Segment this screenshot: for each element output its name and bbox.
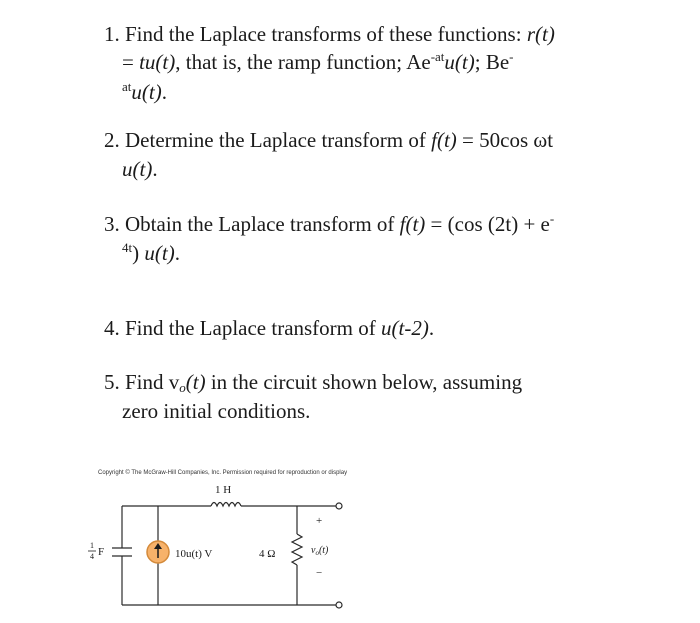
q5-number: 5.	[104, 370, 120, 394]
q1-number: 1.	[104, 22, 120, 46]
q4-number: 4.	[104, 316, 120, 340]
inductor	[211, 503, 241, 507]
q3-number: 3.	[104, 212, 120, 236]
q5-line-1: 5. Find $v_o(t)$ in the circuit shown below, assuming	[104, 370, 523, 395]
q1-line-2: = tu(t), that is, the ramp function; $Ae^{-at}u(t)$; Be-	[122, 49, 514, 74]
capacitor-num: 1	[90, 541, 94, 550]
source-label: 10u(t) V	[175, 548, 213, 560]
q1-text: Find the Laplace transforms of these functions:	[125, 22, 527, 46]
resistor-label: 4 Ω	[259, 548, 276, 560]
resistor	[292, 534, 302, 565]
output-voltage-label: $v_o(t)$	[311, 545, 329, 557]
q4-line-1: 4. Find the Laplace transform of u(t-2).	[104, 316, 435, 340]
terminal-bottom	[336, 602, 342, 608]
q1-line-3: $^{at}$u(t).	[122, 79, 167, 104]
inductor-label: 1 H	[215, 484, 232, 496]
q3-line-1: 3. Obtain the Laplace transform of f(t) = (cos (2t) + e-	[104, 211, 555, 236]
q2-line-2: u(t).	[122, 157, 158, 181]
q1-ramp-function: r(t)	[526, 22, 555, 46]
output-plus: +	[316, 515, 323, 527]
capacitor-unit: F	[98, 546, 105, 558]
capacitor-den: 4	[90, 552, 94, 561]
q3-line-2: $^{4t}$) u(t).	[122, 240, 180, 265]
output-minus: −	[316, 567, 323, 579]
copyright-notice: Copyright © The McGraw-Hill Companies, Inc. Permission required for reproduction or display	[98, 470, 348, 476]
q2-line-1: 2. Determine the Laplace transform of f(t) = 50cos ωt	[104, 128, 554, 152]
terminal-top	[336, 503, 342, 509]
q2-number: 2.	[104, 128, 120, 152]
q5-line-2: zero initial conditions.	[122, 399, 311, 423]
